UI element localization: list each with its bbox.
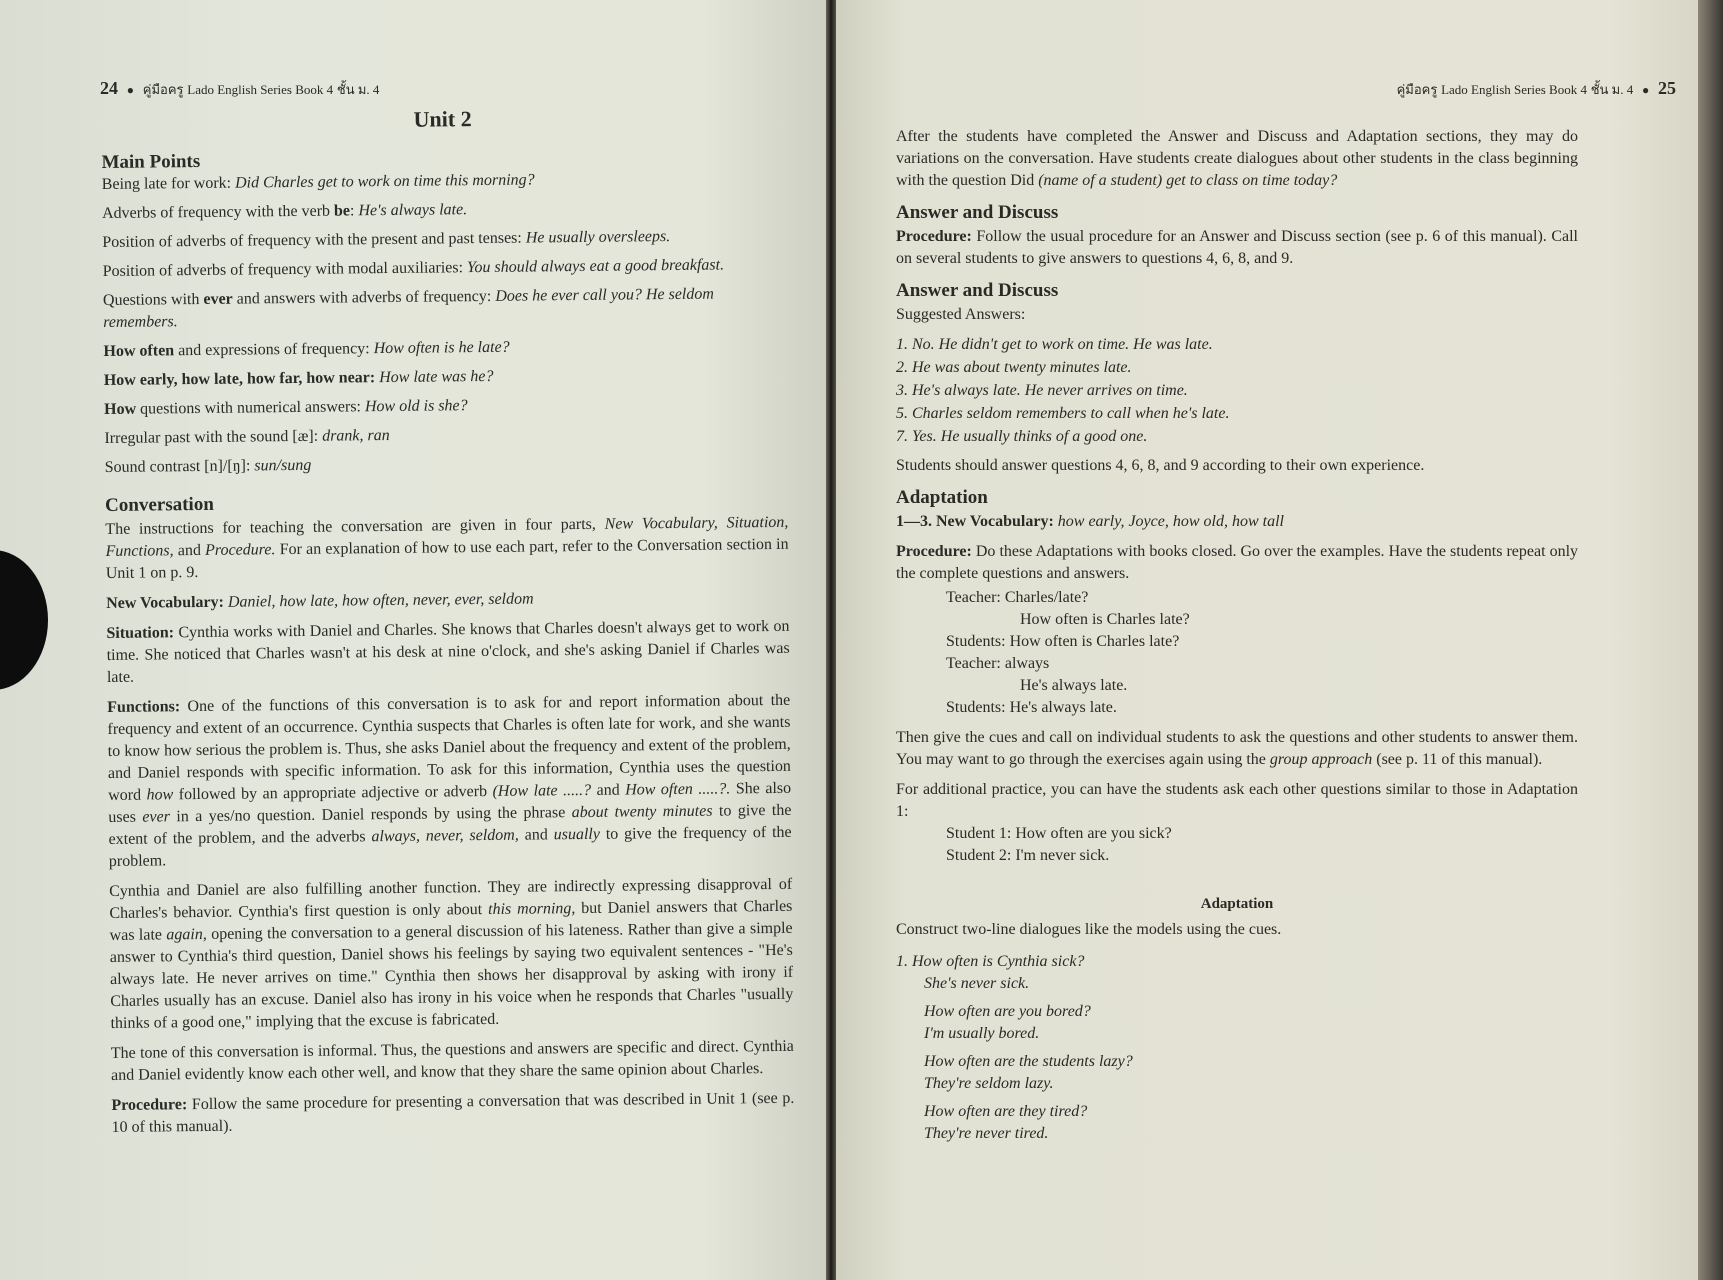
practice-lines bbox=[946, 823, 1578, 867]
main-point-item: Questions with ever and answers with adverbs of frequency: Does he ever call you? He seldom remembers. bbox=[102, 285, 714, 331]
dialogue-line: Teacher: Charles/late? bbox=[946, 589, 1089, 606]
answer-item: 7. Yes. He usually thinks of a good one. bbox=[896, 428, 1148, 445]
book-spine bbox=[826, 0, 836, 1280]
main-points-section bbox=[101, 145, 787, 479]
new-vocabulary: New Vocabulary: Daniel, how late, how often, never, ever, seldom bbox=[106, 590, 534, 612]
binding-hole bbox=[0, 550, 48, 690]
situation: Situation: Cynthia works with Daniel and Charles. She knows that Charles doesn't always get to work on time. She noticed that Charles wasn't at his desk at nine o'clock, and she's asking Daniel if Charles was late. bbox=[106, 617, 790, 686]
answer-item: 5. Charles seldom remembers to call when he's late. bbox=[896, 405, 1230, 422]
cue-item bbox=[896, 1001, 1578, 1045]
cue-question: 1. How often is Cynthia sick? bbox=[896, 953, 1085, 970]
adaptation-box-instruction: Construct two-line dialogues like the models using the cues. bbox=[896, 921, 1282, 938]
answer-discuss-procedure: Procedure: Follow the usual procedure for an Answer and Discuss section (see p. 6 of this manual). Call on several students to give answers to questions 4, 6, 8, and 9. bbox=[896, 228, 1579, 267]
main-points-heading: Main Points bbox=[101, 150, 201, 173]
header-grade: ชั้น ม. 4 bbox=[1590, 82, 1634, 97]
header-grade: ชั้น ม. 4 bbox=[336, 82, 380, 97]
answer-item: 3. He's always late. He never arrives on time. bbox=[896, 382, 1188, 399]
left-page bbox=[0, 0, 826, 1280]
conversation-procedure: Procedure: Follow the same procedure for presenting a conversation that was described in Unit 1 (see p. 10 of this manual). bbox=[111, 1089, 795, 1136]
main-point-item: Position of adverbs of frequency with the present and past tenses: He usually oversleeps. bbox=[102, 228, 671, 251]
right-column bbox=[896, 126, 1578, 1151]
bullet-icon: ● bbox=[126, 83, 134, 97]
left-running-head bbox=[100, 78, 379, 100]
conversation-heading: Conversation bbox=[105, 493, 214, 516]
left-column bbox=[101, 105, 795, 1147]
header-title-thai: คู่มือครู bbox=[142, 82, 184, 97]
main-point-item: Being late for work: Did Charles get to work on time this morning? bbox=[101, 171, 535, 193]
main-point-item: Sound contrast [n]/[ŋ]: sun/sung bbox=[104, 456, 312, 476]
answer-note: Students should answer questions 4, 6, 8, and 9 according to their own experience. bbox=[896, 457, 1425, 474]
cue-item bbox=[896, 1101, 1578, 1145]
page-edge bbox=[1698, 0, 1723, 1280]
dialogue-line: Teacher: always bbox=[946, 655, 1050, 672]
conversation-intro: The instructions for teaching the conversation are given in four parts, New Vocabulary, Situation, Functions, and Procedure. For an explanation of how to use each part, refer to the Conversation section in Unit 1 on p. 9. bbox=[105, 513, 789, 582]
bullet-icon: ● bbox=[1642, 83, 1650, 97]
cue-answer: They're never tired. bbox=[924, 1125, 1049, 1142]
header-title-en: Lado English Series Book 4 bbox=[1441, 82, 1587, 97]
variations-intro: After the students have completed the Answer and Discuss and Adaptation sections, they may do variations on the conversation. Have students create dialogues about other students in the class beginning with the question Did (name of a student) get to class on time today? bbox=[896, 128, 1578, 189]
main-point-item: How often and expressions of frequency: How often is he late? bbox=[103, 338, 510, 360]
answer-discuss-heading: Answer and Discuss bbox=[896, 202, 1059, 223]
dialogue-line: How often is Charles late? bbox=[1020, 611, 1190, 628]
dialogue-line: He's always late. bbox=[1020, 677, 1128, 694]
cue-question: How often are you bored? bbox=[924, 1003, 1091, 1020]
adaptation-heading: Adaptation bbox=[896, 487, 988, 508]
suggested-answers-label: Suggested Answers: bbox=[896, 306, 1026, 323]
main-point-item: Adverbs of frequency with the verb be: He's always late. bbox=[101, 201, 468, 222]
answer-item: 1. No. He didn't get to work on time. He was late. bbox=[896, 336, 1213, 353]
cue-answer: She's never sick. bbox=[924, 975, 1030, 992]
answer-item: 2. He was about twenty minutes late. bbox=[896, 359, 1132, 376]
practice-line: Student 2: I'm never sick. bbox=[946, 847, 1110, 864]
functions-paragraph-2: Cynthia and Daniel are also fulfilling another function. They are indirectly expressing disapproval of Charles's behavior. Cynthia's first question is only about this morning, but Daniel answers that Charles was late again, opening the conversation to a general discussion of his lateness. Rather than give a simple answer to Cynthia's third question, Daniel shows his feelings by saying two equivalent sentences - "He's always late. He never arrives on time." Cynthia then shows her disapproval by asking with irony if Charles usually has an excuse. Daniel also has irony in his voice when he responds that Charles "usually thinks of a good one," implying that the excuse is fabricated. bbox=[109, 875, 794, 1032]
cue-question: How often are they tired? bbox=[924, 1103, 1088, 1120]
adaptation-vocabulary: 1—3. New Vocabulary: how early, Joyce, how old, how tall bbox=[896, 513, 1284, 530]
cue-item bbox=[896, 1051, 1578, 1095]
right-running-head bbox=[1397, 78, 1676, 100]
header-title-en: Lado English Series Book 4 bbox=[187, 82, 334, 97]
cue-list bbox=[896, 951, 1578, 1145]
page-number: 25 bbox=[1658, 78, 1676, 98]
unit-title: Unit 2 bbox=[413, 106, 472, 132]
functions: Functions: One of the functions of this conversation is to ask for and report information about the frequency and extent of an occurrence. Cynthia suspects that Charles is often late for work, and she wants to know how serious the problem is. Thus, she asks Daniel about the frequency and extent of the problem, and Daniel responds with specific information. To ask for this information, Cynthia uses the question word how followed by an appropriate adjective or adverb (How late .....? and How often .....?. She also uses ever in a yes/no question. Daniel responds by using the phrase about twenty minutes to give the extent of the problem, and the adverbs always, never, seldom, and usually to give the frequency of the problem. bbox=[107, 691, 792, 870]
adaptation-box-heading: Adaptation bbox=[1200, 896, 1274, 912]
practice-line: Student 1: How often are you sick? bbox=[946, 825, 1172, 842]
main-point-item: How early, how late, how far, how near: How late was he? bbox=[103, 367, 494, 389]
conversation-section bbox=[105, 488, 795, 1139]
dialogue-line: Students: How often is Charles late? bbox=[946, 633, 1180, 650]
page-number: 24 bbox=[100, 78, 118, 98]
main-point-item: Position of adverbs of frequency with modal auxiliaries: You should always eat a good breakfast. bbox=[102, 256, 725, 280]
main-point-item: Irregular past with the sound [æ]: drank, ran bbox=[104, 426, 390, 447]
practice-paragraph: For additional practice, you can have the students ask each other questions similar to those in Adaptation 1: bbox=[896, 781, 1578, 820]
tone-paragraph: The tone of this conversation is informal. Thus, the questions and answers are specific and direct. Cynthia and Daniel evidently know each other well, and know that they share the same opinion about Charles. bbox=[110, 1037, 794, 1084]
main-point-item: How questions with numerical answers: How old is she? bbox=[104, 397, 468, 418]
cue-answer: They're seldom lazy. bbox=[924, 1075, 1054, 1092]
cue-item bbox=[896, 951, 1578, 995]
adaptation-procedure: Procedure: Do these Adaptations with books closed. Go over the examples. Have the students repeat only the complete questions and answers. bbox=[896, 543, 1579, 582]
dialogue-line: Students: He's always late. bbox=[946, 699, 1117, 716]
cue-answer: I'm usually bored. bbox=[924, 1025, 1040, 1042]
header-title-thai: คู่มือครู bbox=[1396, 82, 1438, 97]
cue-question: How often are the students lazy? bbox=[924, 1053, 1133, 1070]
suggested-answers-list bbox=[896, 334, 1578, 448]
answer-discuss-heading-2: Answer and Discuss bbox=[896, 280, 1059, 301]
cues-paragraph: Then give the cues and call on individual students to ask the questions and other students to answer them. You may want to go through the exercises again using the group approach (see p. 11 of this manual). bbox=[896, 729, 1578, 768]
example-dialogue bbox=[946, 587, 1578, 719]
